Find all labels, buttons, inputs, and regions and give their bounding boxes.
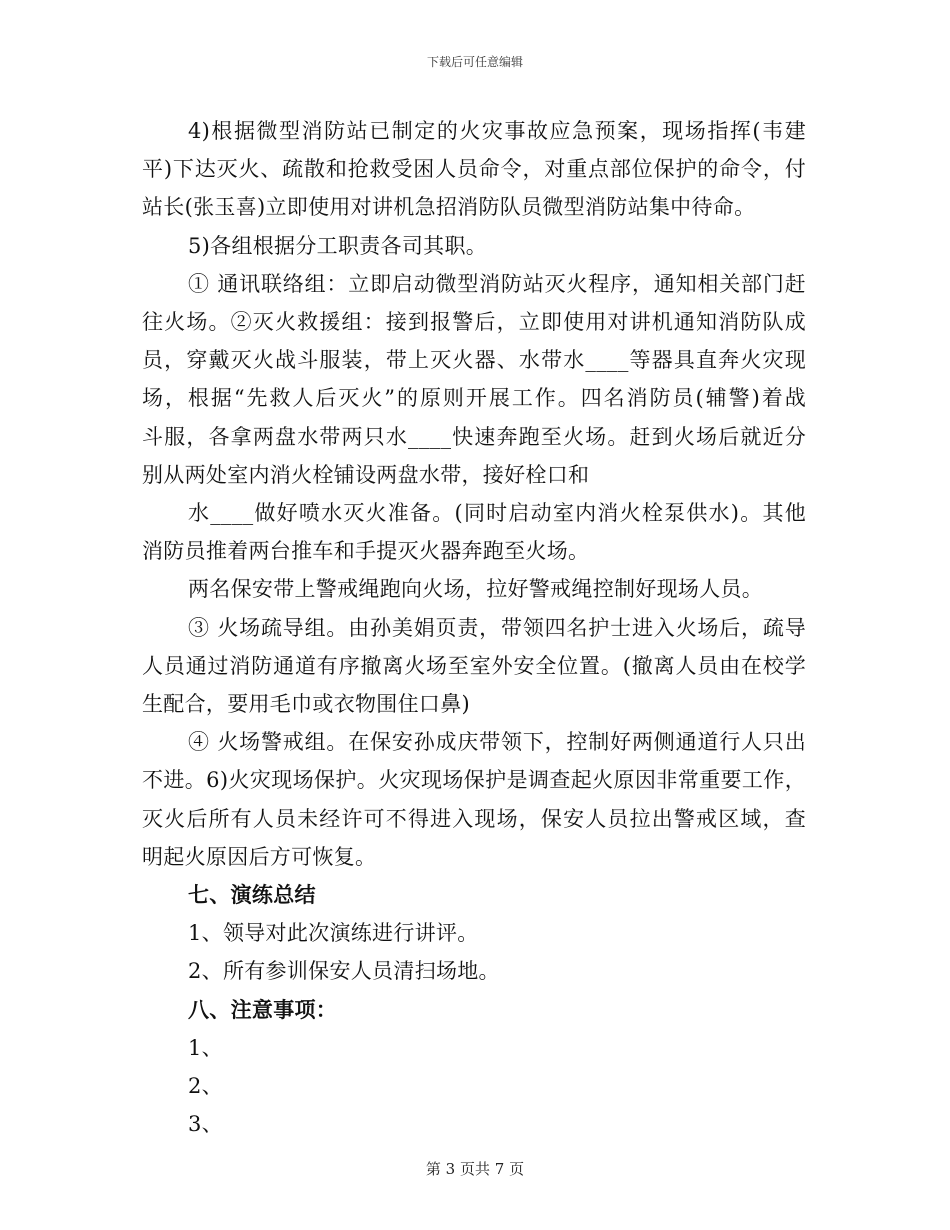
text-line: 平)下达灭火、疏散和抢救受困人员命令，对重点部位保护的命令，付 <box>142 157 806 182</box>
text-line: 两名保安带上警戒绳跑向火场，拉好警戒绳控制好现场人员。 <box>188 577 764 602</box>
text-line: 不进。6)火灾现场保护。火灾现场保护是调查起火原因非常重要工作， <box>142 768 806 793</box>
text-line: 灭火后所有人员未经许可不得进入现场，保安人员拉出警戒区域，查 <box>142 806 806 831</box>
text-line: ① 通讯联络组：立即启动微型消防站灭火程序，通知相关部门赶 <box>188 271 806 296</box>
text-line: 2、所有参训保安人员清扫场地。 <box>188 959 500 984</box>
text-line: 2、 <box>188 1074 223 1099</box>
text-line: 水____做好喷水灭火准备。(同时启动室内消火栓泵供水)。其他 <box>188 501 806 526</box>
text-line: ④ 火场警戒组。在保安孙成庆带领下，控制好两侧通道行人只出 <box>188 730 806 755</box>
text-line: 站长(张玉喜)立即使用对讲机急招消防队员微型消防站集中待命。 <box>142 195 756 220</box>
document-body <box>142 112 806 1143</box>
text-line: 1、 <box>188 1035 223 1060</box>
section-heading: 八、注意事项： <box>188 996 338 1022</box>
text-line: ③ 火场疏导组。由孙美娟页责，带领四名护士进入火场后，疏导 <box>188 615 806 640</box>
text-line: 斗服，各拿两盘水带两只水____快速奔跑至火场。赶到火场后就近分 <box>142 424 806 449</box>
text-line: 场，根据“先救人后灭火”的原则开展工作。四名消防员(辅警)着战 <box>142 386 806 411</box>
text-line: 人员通过消防通道有序撤离火场至室外安全位置。(撤离人员由在校学 <box>142 653 806 678</box>
text-line: 生配合，要用毛巾或衣物围住口鼻) <box>142 692 470 717</box>
page-header: 下载后可任意编辑 <box>426 55 523 69</box>
text-line: 明起火原因后方可恢复。 <box>142 844 377 869</box>
text-line: 4)根据微型消防站已制定的火灾事故应急预案，现场指挥(韦建 <box>188 119 806 143</box>
text-line: 3、 <box>188 1112 223 1137</box>
text-line: 往火场。②灭火救援组：接到报警后，立即使用对讲机通知消防队成 <box>142 310 806 335</box>
text-line: 别从两处室内消火栓铺设两盘水带，接好栓口和 <box>142 462 590 487</box>
section-heading: 七、演练总结 <box>188 882 316 908</box>
text-line: 员，穿戴灭火战斗服装，带上灭火器、水带水____等器具直奔火灾现 <box>142 348 806 373</box>
text-line: 消防员推着两台推车和手提灭火器奔跑至火场。 <box>142 539 590 564</box>
text-line: 1、领导对此次演练进行讲评。 <box>188 921 479 946</box>
text-line: 5)各组根据分工职责各司其职。 <box>188 233 488 258</box>
page-footer: 第 3 页共 7 页 <box>425 1160 525 1178</box>
